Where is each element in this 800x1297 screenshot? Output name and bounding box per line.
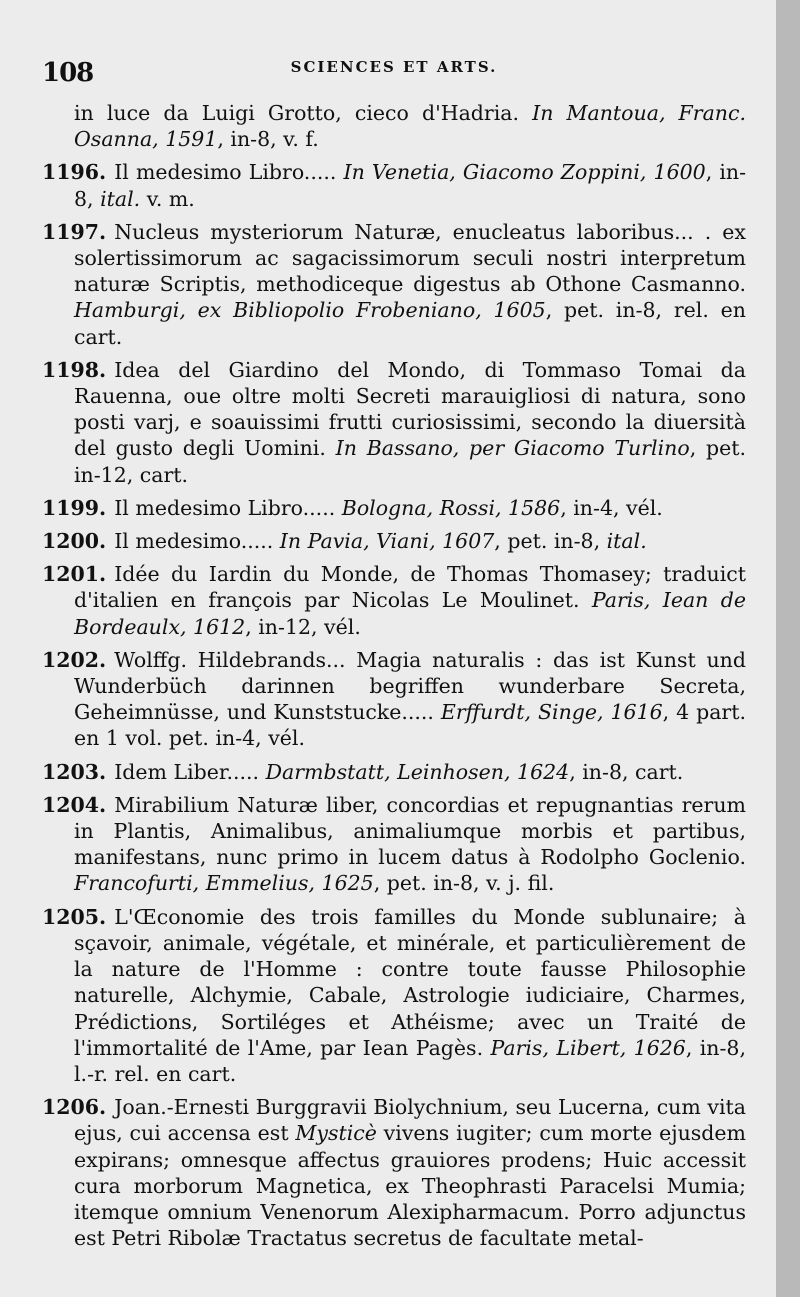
- page-number: 108: [42, 58, 94, 88]
- entry-number: 1204.: [42, 792, 107, 817]
- catalog-entry: [42, 495, 746, 521]
- entry-imprint-italic: Paris, Libert, 1626: [490, 1035, 686, 1060]
- entry-imprint-italic: Darmbstatt, Leinhosen, 1624: [265, 759, 570, 784]
- catalog-entry: [42, 561, 746, 640]
- page-header: [42, 58, 746, 98]
- entry-text: Il medesimo.....: [114, 529, 280, 554]
- entry-imprint-italic: Mysticè: [295, 1121, 377, 1146]
- catalog-entry: [42, 528, 746, 554]
- entry-number: 1199.: [42, 495, 107, 520]
- entry-number: 1201.: [42, 562, 107, 587]
- entry-text: Wolffg. Hildebrands... Magia naturalis : das ist Kunst und Wunderbüch darinnen begriffen wunderbare Secreta, Geheimnüsse, und Kunststucke.....: [74, 647, 746, 725]
- entry-text: , pet. in-12, cart.: [74, 436, 746, 487]
- entry-number: 1203.: [42, 759, 107, 784]
- entry-number: 1202.: [42, 647, 107, 672]
- entry-text: , pet. in-8, v. j. fil.: [373, 871, 555, 896]
- entry-number: 1200.: [42, 529, 107, 554]
- entry-text: v. m.: [140, 186, 195, 211]
- entry-text: Il medesimo Libro.....: [114, 495, 342, 520]
- entry-imprint-italic: In Mantoua, Franc. Osanna, 1591: [74, 101, 747, 152]
- catalog-entry: [42, 357, 746, 488]
- entry-imprint-italic: In Pavia, Viani, 1607: [279, 529, 495, 554]
- entry-imprint-italic: Erffurdt, Singe, 1616: [440, 700, 663, 725]
- catalog-entry: [42, 159, 746, 211]
- catalog-entry: [42, 759, 746, 785]
- entry-text: , pet. in-8, rel. en cart.: [74, 298, 746, 349]
- entry-number: 1205.: [42, 904, 107, 929]
- running-head: SCIENCES ET ARTS.: [290, 58, 498, 76]
- catalog-entry: [42, 647, 746, 752]
- catalog-entry: [42, 219, 746, 350]
- entry-text: , 4 part. en 1 vol. pet. in-4, vél.: [74, 700, 746, 751]
- entry-imprint-italic: Bologna, Rossi, 1586: [341, 495, 561, 520]
- catalog-entry: [42, 904, 746, 1087]
- entry-text: , in-12, vél.: [245, 614, 361, 639]
- entry-number: 1196.: [42, 160, 107, 185]
- entry-imprint-italic: Paris, Iean de Bordeaulx, 1612: [74, 588, 746, 639]
- entry-text: , pet. in-8,: [494, 529, 607, 554]
- entry-text: , in-8, v. f.: [217, 127, 319, 152]
- entry-number: 1198.: [42, 357, 107, 382]
- entry-imprint-italic: In Venetia, Giacomo Zoppini, 1600: [343, 160, 706, 185]
- entry-text: Joan.-Ernesti Burggravii Biolychnium, seu Lucerna, cum vita ejus, cui accensa est: [74, 1095, 746, 1146]
- entry-text: Nucleus mysteriorum Naturæ, enucleatus laboribus... . ex solertissimorum ac sagacissimorum seculi nostri interpretum naturæ Scriptis, methodiceque digestus ab Othone Casmanno.: [74, 219, 746, 297]
- entry-imprint-italic: Francofurti, Emmelius, 1625: [74, 871, 374, 896]
- entry-number: 1197.: [42, 219, 107, 244]
- entry-number: 1206.: [42, 1095, 107, 1120]
- entry-text: , in-8, l.-r. rel. en cart.: [74, 1035, 746, 1086]
- entry-text: Idem Liber.....: [114, 759, 266, 784]
- entry-text: Idée du Iardin du Monde, de Thomas Thomasey; traduict d'italien en françois par Nicolas Le Moulinet.: [74, 562, 746, 613]
- entry-text: Il medesimo Libro.....: [114, 160, 344, 185]
- entry-text: Idea del Giardino del Mondo, di Tommaso Tomai da Rauenna, oue oltre molti Secreti marauigliosi di natura, sono posti varj, e soauissimi frutti curiosissimi, secondo la diuersità del gusto degli Uomini.: [74, 357, 746, 461]
- catalog-entry: [42, 100, 746, 152]
- entry-text: , in-8,: [74, 160, 747, 211]
- entry-imprint-italic: ital.: [606, 529, 647, 554]
- catalog-entry: [42, 1094, 746, 1251]
- entry-imprint-italic: Hamburgi, ex Bibliopolio Frobeniano, 1605: [74, 298, 546, 323]
- entry-imprint-italic: In Bassano, per Giacomo Turlino: [335, 436, 690, 461]
- entry-text: Mirabilium Naturæ liber, concordias et repugnantias rerum in Plantis, Animalibus, animaliumque morbis et partibus, manifestans, nunc primo in lucem datus à Rodolpho Goclenio.: [74, 792, 746, 870]
- entry-text: vivens iugiter; cum morte ejusdem expirans; omnesque affectus grauiores prodens; Huic accessit cura morborum Magnetica, ex Theophrasti Paracelsi Mumia; itemque omnium Venenorum Alexipharmacum. Porro adjunctus est Petri Ribolæ Tractatus secretus de facultate metal-: [74, 1121, 746, 1251]
- entry-text: in luce da Luigi Grotto, cieco d'Hadria.: [74, 101, 533, 125]
- catalog-entry: [42, 792, 746, 897]
- catalog-entries: [42, 100, 746, 1251]
- entry-imprint-italic: ital.: [100, 186, 141, 211]
- entry-text: , in-8, cart.: [569, 759, 684, 784]
- entry-text: L'Œconomie des trois familles du Monde sublunaire; à sçavoir, animale, végétale, et minérale, et particulièrement de la nature de l'Homme : contre toute fausse Philosophie naturelle, Alchymie, Cabale, Astrologie iudiciaire, Charmes, Prédictions, Sortiléges et Athéisme; avec un Traité de l'immortalité de l'Ame, par Iean Pagès.: [74, 904, 746, 1060]
- entry-text: , in-4, vél.: [560, 495, 663, 520]
